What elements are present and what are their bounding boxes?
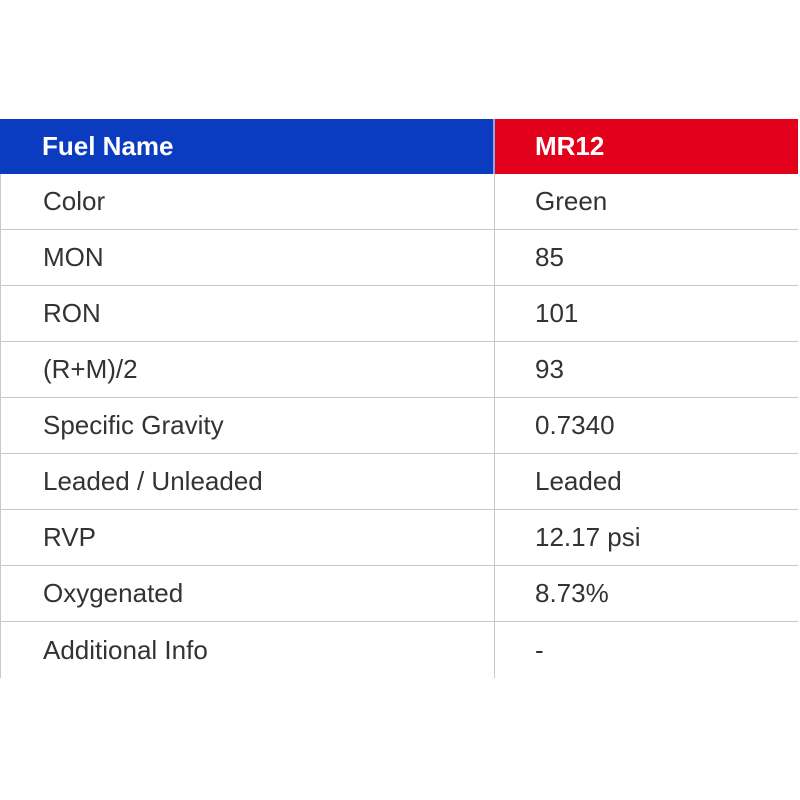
row-value: 12.17 psi xyxy=(535,522,641,552)
row-label: MON xyxy=(0,230,495,285)
row-label: Additional Info xyxy=(0,622,495,678)
table-row-ron xyxy=(0,286,798,342)
table-header-row xyxy=(0,119,798,174)
row-label: Color xyxy=(0,174,495,229)
header-fuel-name-label: Fuel Name xyxy=(0,119,495,174)
row-value: 85 xyxy=(535,242,564,272)
table-row-rvp xyxy=(0,510,798,566)
row-label: RON xyxy=(0,286,495,341)
row-label: RVP xyxy=(0,510,495,565)
table-row-specific-gravity xyxy=(0,398,798,454)
row-label: Leaded / Unleaded xyxy=(0,454,495,509)
row-label: Specific Gravity xyxy=(0,398,495,453)
table-row-additional-info xyxy=(0,622,798,678)
row-value: 101 xyxy=(535,298,579,328)
row-value: Leaded xyxy=(535,466,622,496)
table-row-mon xyxy=(0,230,798,286)
row-value: 93 xyxy=(535,354,564,384)
row-value: Green xyxy=(535,186,608,216)
table-row-leaded xyxy=(0,454,798,510)
row-value: 0.7340 xyxy=(535,410,615,440)
row-value: - xyxy=(535,634,544,665)
table-row-color xyxy=(0,174,798,230)
table-row-oxygenated xyxy=(0,566,798,622)
header-fuel-name-value: MR12 xyxy=(495,119,798,174)
row-label: Oxygenated xyxy=(0,566,495,621)
table-row-rm2 xyxy=(0,342,798,398)
row-label: (R+M)/2 xyxy=(0,342,495,397)
fuel-spec-table xyxy=(0,119,798,678)
row-value: 8.73% xyxy=(535,578,609,608)
